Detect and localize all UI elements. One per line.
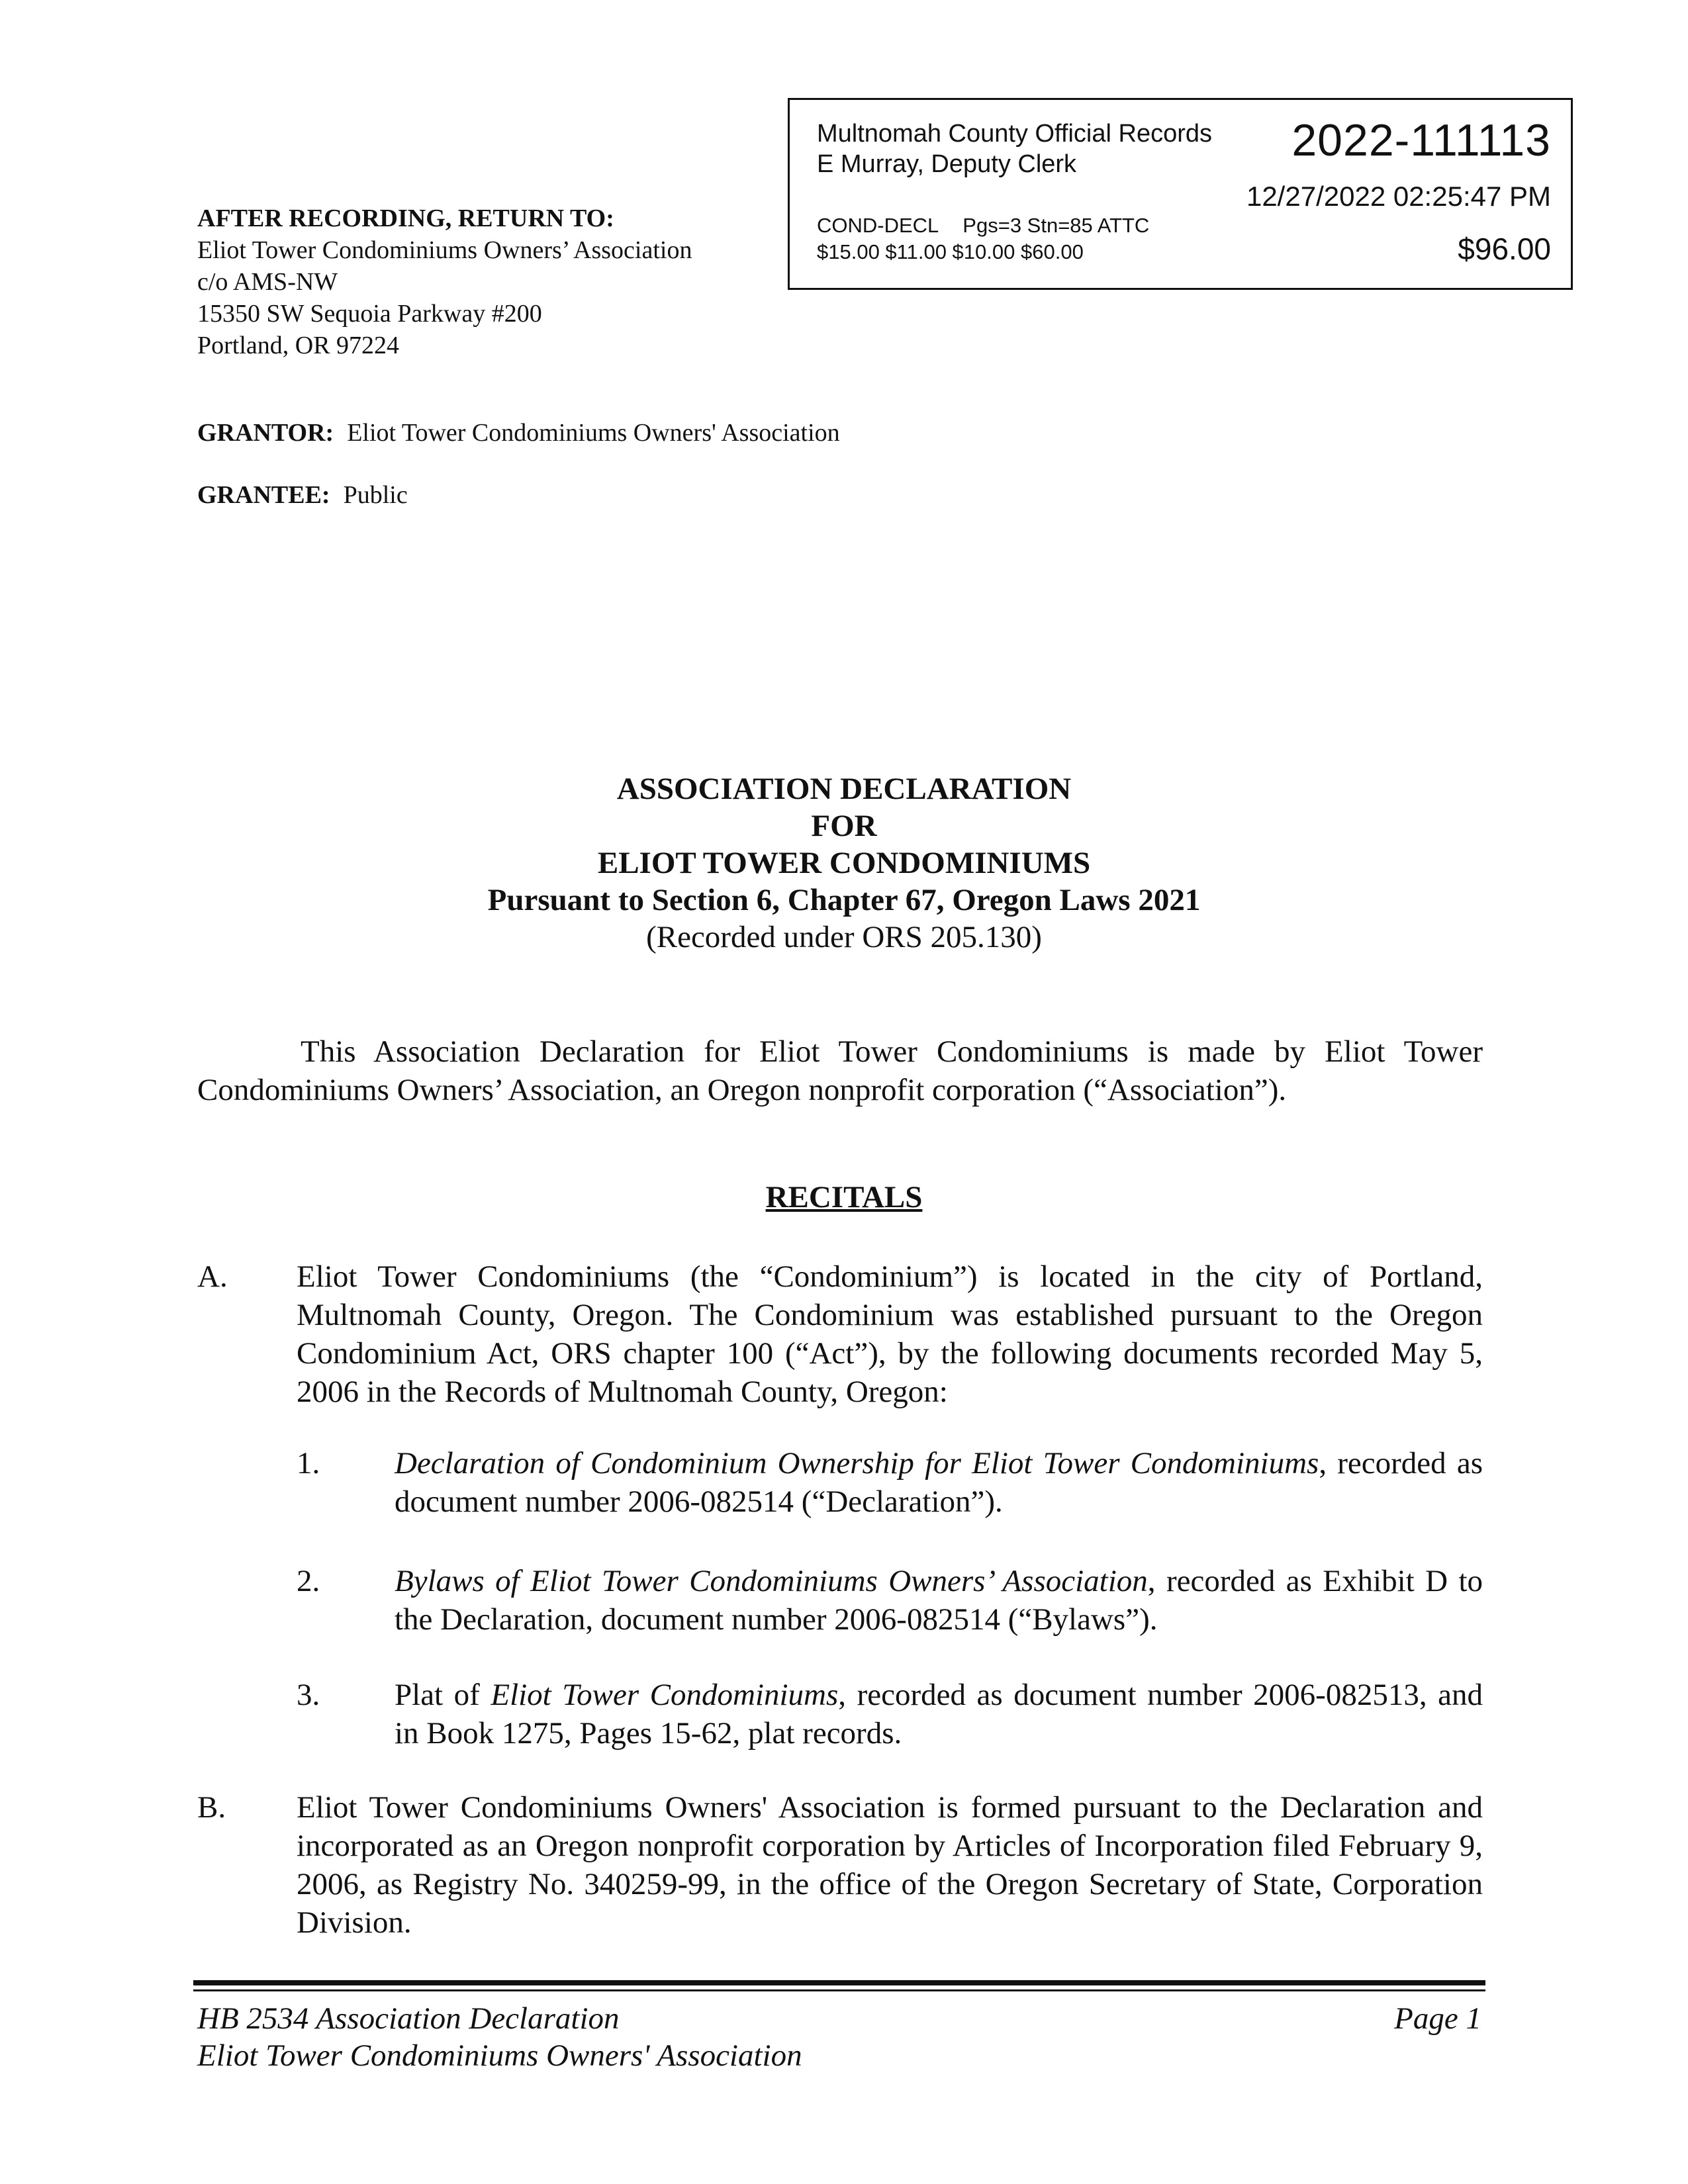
list-item-text: , recorded as document number 2006-082514 (“Declaration”). xyxy=(395,1446,1483,1519)
intro-paragraph xyxy=(197,1032,1483,1109)
recital-list-item xyxy=(297,1676,1483,1752)
return-line: Portland, OR 97224 xyxy=(197,332,400,359)
title-line: FOR xyxy=(811,809,877,843)
footer-line: HB 2534 Association Declaration xyxy=(197,2001,620,2036)
title-line: Pursuant to Section 6, Chapter 67, Oregon Laws 2021 xyxy=(487,883,1201,917)
recital-letter: B. xyxy=(197,1790,226,1825)
return-line: 15350 SW Sequoia Parkway #200 xyxy=(197,300,542,328)
intro-text: This Association Declaration for Eliot Tower Condominiums is made by Eliot Tower Condominiums Owners’ Association, an Oregon nonprofit corporation (“Association”). xyxy=(197,1034,1483,1107)
recitals-heading: RECITALS xyxy=(765,1180,923,1214)
list-number: 1. xyxy=(297,1446,320,1480)
document-title-italic: Eliot Tower Condominiums xyxy=(491,1678,839,1712)
title-subtitle: (Recorded under ORS 205.130) xyxy=(646,920,1042,954)
return-heading: AFTER RECORDING, RETURN TO: xyxy=(197,205,614,232)
page-number: Page 1 xyxy=(1394,2001,1481,2036)
stamp-pages: Pgs=3 Stn=85 ATTC xyxy=(962,214,1150,237)
grantee-label: GRANTEE: xyxy=(197,481,330,509)
recital-list-item xyxy=(297,1444,1483,1521)
stamp-total: $96.00 xyxy=(1458,232,1551,266)
list-number: 2. xyxy=(297,1564,320,1598)
list-item-text: , recorded as document number 2006-082513, and in Book 1275, Pages 15-62, plat records. xyxy=(395,1678,1483,1751)
document-title-italic: Bylaws of Eliot Tower Condominiums Owners’ Association xyxy=(395,1564,1148,1598)
recital-list-item xyxy=(297,1562,1483,1639)
stamp-document-number: 2022-111113 xyxy=(1291,115,1551,165)
stamp-fees: $15.00 $11.00 $10.00 $60.00 xyxy=(817,240,1084,263)
recital-a xyxy=(197,1257,1483,1411)
return-line: c/o AMS-NW xyxy=(197,268,338,296)
footer-document-info xyxy=(197,2000,802,2074)
title-line: ELIOT TOWER CONDOMINIUMS xyxy=(597,846,1091,880)
grantor-line xyxy=(197,418,840,447)
title-line: ASSOCIATION DECLARATION xyxy=(616,772,1072,806)
grantee-value: Public xyxy=(343,481,408,509)
stamp-datetime: 12/27/2022 02:25:47 PM xyxy=(1246,181,1551,212)
document-title xyxy=(0,770,1688,956)
stamp-type-line xyxy=(817,214,1149,238)
recording-stamp xyxy=(788,98,1573,290)
grantee-line xyxy=(197,480,408,510)
list-item-text: , recorded as Exhibit D to the Declaration, document number 2006-082514 (“Bylaws”). xyxy=(395,1564,1483,1637)
stamp-clerk: E Murray, Deputy Clerk xyxy=(817,150,1077,178)
list-number: 3. xyxy=(297,1678,320,1712)
footer-rule xyxy=(193,1980,1485,1985)
return-address-block xyxy=(197,203,692,361)
grantor-label: GRANTOR: xyxy=(197,419,334,447)
list-item-prefix: Plat of xyxy=(395,1678,491,1712)
recital-letter: A. xyxy=(197,1259,228,1294)
stamp-office: Multnomah County Official Records xyxy=(817,120,1212,148)
footer-rule xyxy=(193,1989,1485,1991)
recital-text: Eliot Tower Condominiums Owners' Association is formed pursuant to the Declaration and incorporated as an Oregon nonprofit corporation by Articles of Incorporation filed February 9, 2006, as Registry No. 340259-99, in the office of the Oregon Secretary of State, Corporation Division. xyxy=(297,1790,1483,1940)
stamp-doc-type: COND-DECL xyxy=(817,214,939,237)
grantor-value: Eliot Tower Condominiums Owners' Association xyxy=(347,419,840,447)
recital-text: Eliot Tower Condominiums (the “Condominium”) is located in the city of Portland, Multnomah County, Oregon. The Condominium was established pursuant to the Oregon Condominium Act, ORS chapter 100 (“Act”), by the following documents recorded May 5, 2006 in the Records of Multnomah County, Oregon: xyxy=(297,1259,1483,1409)
recital-b xyxy=(197,1788,1483,1942)
return-line: Eliot Tower Condominiums Owners’ Association xyxy=(197,236,692,264)
document-title-italic: Declaration of Condominium Ownership for Eliot Tower Condominiums xyxy=(395,1446,1319,1480)
footer-line: Eliot Tower Condominiums Owners' Association xyxy=(197,2038,802,2073)
